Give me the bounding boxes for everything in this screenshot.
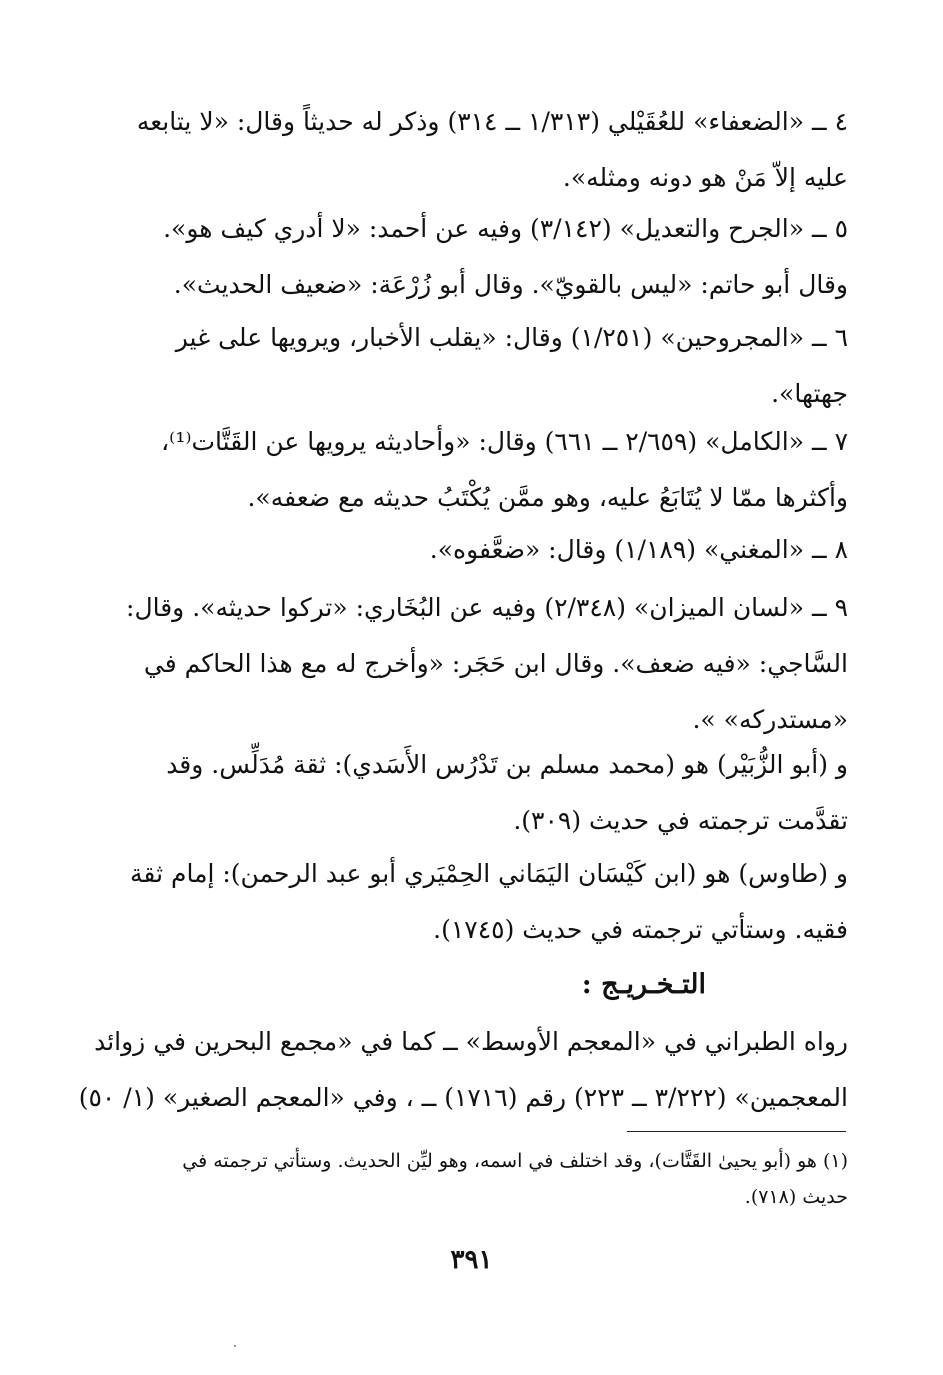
entry-6-paragraph xyxy=(95,310,848,422)
tawus-paragraph xyxy=(95,846,848,958)
entry-6-line-2: جهتها». xyxy=(771,379,848,408)
scan-speck xyxy=(234,1345,236,1347)
entry-4-line-1: ٤ ــ «الضعفاء» للعُقَيْلي (١/٣١٣ ــ ٣١٤) وذكر له حديثاً وقال: «لا يتابعه xyxy=(136,107,848,136)
entry-6-line-1: ٦ ــ «المجروحين» (١/٢٥١) وقال: «يقلب الأخبار، ويرويها على غير xyxy=(175,323,848,352)
tawus-line-1: و (طاوس) هو (ابن كَيْسَان اليَمَاني الحِمْيَري أبو عبد الرحمن): إمام ثقة xyxy=(130,859,848,888)
entry-5-line-1: ٥ ــ «الجرح والتعديل» (٣/١٤٢) وفيه عن أحمد: «لا أدري كيف هو». xyxy=(163,214,848,243)
takhrij-paragraph xyxy=(78,1014,848,1126)
entry-7-line-2: وأكثرها ممّا لا يُتَابَعُ عليه، وهو ممَّن يُكْتَبُ حديثه مع ضعفه». xyxy=(247,483,848,512)
entry-9-line-2: السَّاجي: «فيه ضعف». وقال ابن حَجَر: «وأخرج له مع هذا الحاكم في xyxy=(143,649,848,678)
entry-9-line-1: ٩ ــ «لسان الميزان» (٢/٣٤٨) وفيه عن البُخَاري: «تركوا حديثه». وقال: xyxy=(126,593,848,622)
takhrij-heading: التـخـريـج : xyxy=(581,969,706,1000)
entry-5-paragraph xyxy=(95,201,848,313)
abu-zubair-line-2: تقدَّمت ترجمته في حديث (٣٠٩). xyxy=(513,806,848,835)
abu-zubair-paragraph xyxy=(95,737,848,849)
takhrij-line-1: رواه الطبراني في «المعجم الأوسط» ــ كما في «مجمع البحرين في زوائد xyxy=(94,1027,848,1056)
tawus-line-2: فقيه. وستأتي ترجمته في حديث (١٧٤٥). xyxy=(433,915,848,944)
entry-7-line-1: ٧ ــ «الكامل» (٢/٦٥٩ ــ ٦٦١) وقال: «وأحاديثه يرويها عن القَتَّات⁽¹⁾، xyxy=(161,427,848,456)
footnote xyxy=(95,1143,848,1215)
takhrij-line-2: المعجمين» (٣/٢٢٢ ــ ٢٢٣) رقم (١٧١٦) ــ ، وفي «المعجم الصغير» (١/ ٥٠) xyxy=(78,1083,848,1112)
entry-4-paragraph xyxy=(95,94,848,206)
entry-9-paragraph xyxy=(95,580,848,748)
abu-zubair-line-1: و (أبو الزُّبَيْر) هو (محمد مسلم بن تَدْرُس الأَسَدي): ثقة مُدَلِّس. وقد xyxy=(166,750,848,779)
entry-8-line-1: ٨ ــ «المغني» (١/١٨٩) وقال: «ضعَّفوه». xyxy=(429,535,848,564)
footnote-line-2: حديث (٧١٨). xyxy=(744,1186,848,1208)
entry-5-line-2: وقال أبو حاتم: «ليس بالقويّ». وقال أبو زُرْعَة: «ضعيف الحديث». xyxy=(173,270,848,299)
entry-4-line-2: عليه إلاّ مَنْ هو دونه ومثله». xyxy=(562,163,848,192)
entry-9-line-3: «مستدركه» ». xyxy=(692,705,848,734)
page-number: ٣٩١ xyxy=(450,1245,493,1275)
entry-7-paragraph xyxy=(95,414,848,526)
entry-8-paragraph xyxy=(95,522,848,578)
footnote-line-1: (١) هو (أبو يحيىٰ القَتَّات)، وقد اختلف في اسمه، وهو ليِّن الحديث. وستأتي ترجمته في xyxy=(182,1150,848,1172)
footnote-separator xyxy=(627,1131,846,1132)
